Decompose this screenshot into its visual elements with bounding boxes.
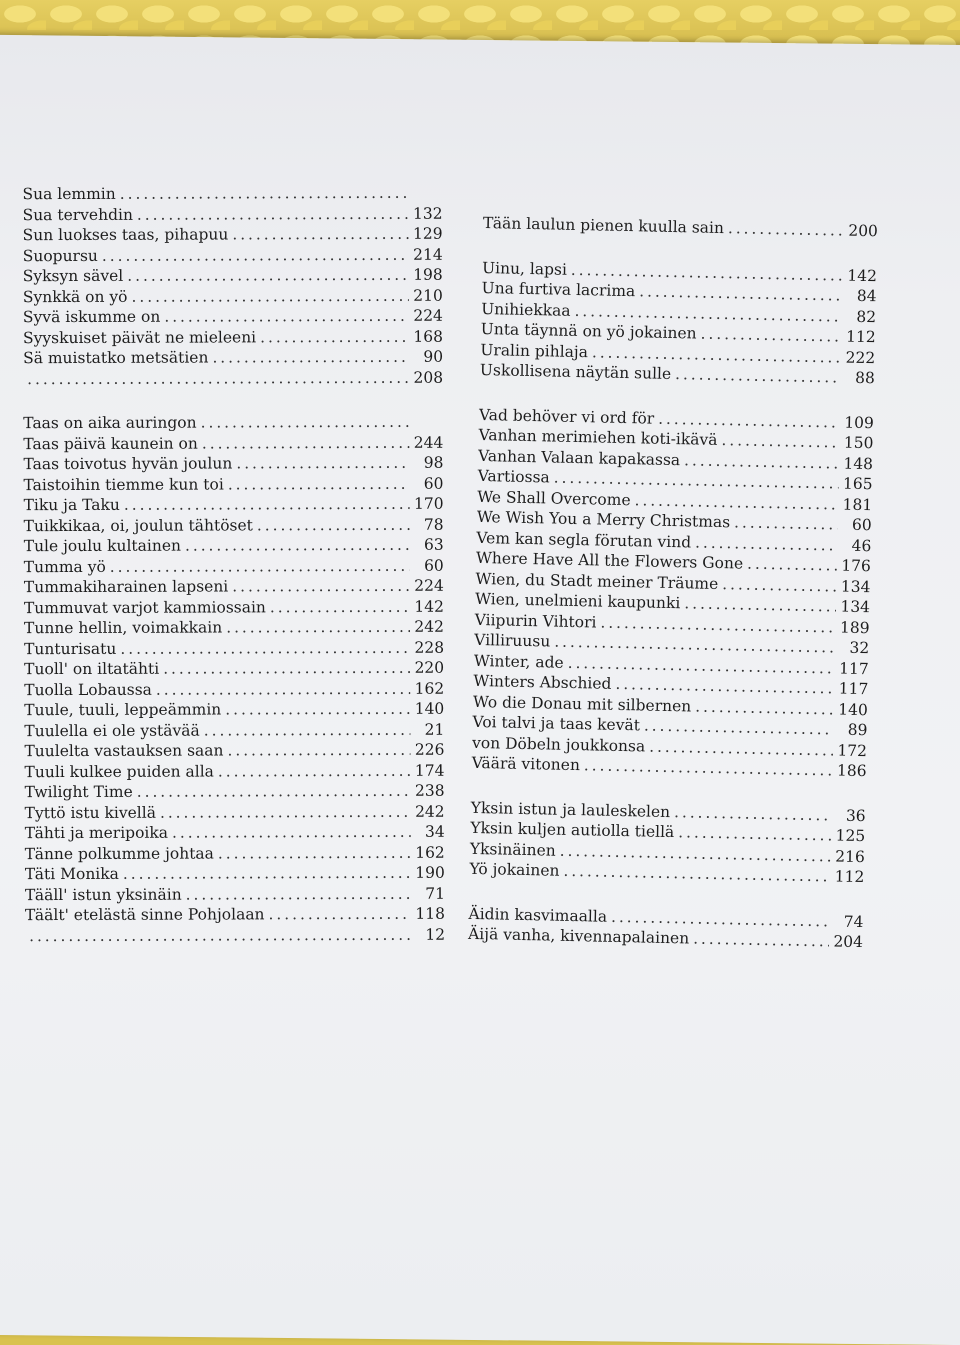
- entry-page-number: 226: [414, 741, 444, 759]
- entry-title: Unihiekkaa: [481, 299, 571, 319]
- entry-page-number: 189: [839, 618, 869, 637]
- entry-title: Villiruusu: [474, 631, 550, 651]
- leader-dots: [747, 555, 837, 575]
- entry-title: Sun luokses taas, pihapuu: [23, 225, 229, 244]
- entry-page-number: 168: [413, 327, 443, 345]
- index-entry: [24, 577, 444, 599]
- leader-dots: [186, 884, 411, 903]
- entry-page-number: 60: [413, 474, 443, 492]
- entry-title: Uinu, lapsi: [482, 258, 567, 278]
- entry-page-number: 134: [840, 577, 870, 596]
- leader-dots: [137, 204, 409, 223]
- index-entry: [24, 659, 444, 681]
- index-entry: [24, 761, 444, 783]
- leader-dots: [721, 431, 839, 451]
- leader-dots: [27, 368, 409, 387]
- leader-dots: [232, 225, 408, 244]
- index-entry: [25, 884, 445, 906]
- entry-title: Tuikkikaa, oi, joulun tähtöset: [24, 516, 253, 535]
- index-entry: [23, 454, 443, 476]
- leader-dots: [675, 365, 841, 386]
- entry-title: Vem kan segla förutan vind: [476, 528, 691, 550]
- leader-dots: [634, 491, 838, 513]
- leader-dots: [644, 716, 834, 738]
- entry-title: Tuuli kulkee puiden alla: [24, 762, 213, 781]
- entry-page-number: 112: [834, 867, 864, 886]
- entry-page-number: 88: [845, 369, 875, 388]
- entry-title: Tummakiharainen lapseni: [24, 577, 228, 596]
- leader-dots: [571, 260, 843, 284]
- index-entry: [23, 204, 443, 226]
- entry-title: Unta täynnä on yö jokainen: [481, 320, 697, 343]
- entry-page-number: 117: [839, 659, 869, 678]
- entry-page-number: 132: [413, 204, 443, 222]
- entry-title: Taas päivä kaunein on: [23, 434, 198, 453]
- index-entry: [23, 266, 443, 288]
- entry-title: Tummuvat varjot kammiossain: [24, 598, 266, 617]
- entry-page-number: 140: [838, 700, 868, 719]
- entry-title: Syksyn sävel: [23, 267, 124, 285]
- entry-title: Tään laulun pienen kuulla sain: [483, 214, 724, 237]
- index-entry: [24, 741, 444, 763]
- leader-dots: [131, 286, 408, 305]
- entry-title: Äijä vanha, kivennapalainen: [468, 925, 689, 948]
- leader-dots: [257, 515, 410, 534]
- leader-dots: [695, 697, 834, 718]
- entry-page-number: 71: [415, 884, 445, 902]
- entry-title: Where Have All the Flowers Gone: [476, 549, 744, 573]
- leader-dots: [218, 843, 411, 862]
- entry-page-number: 125: [835, 827, 865, 846]
- index-entry: [24, 556, 444, 578]
- entry-page-number: 220: [414, 659, 444, 677]
- entry-title: Suopursu: [23, 246, 98, 264]
- entry-page-number: 244: [413, 433, 443, 451]
- leader-dots: [236, 454, 409, 473]
- entry-title: Täti Monika: [25, 865, 119, 883]
- entry-title: Tunturisatu: [24, 639, 116, 657]
- leader-dots: [110, 556, 410, 575]
- entry-page-number: 224: [414, 577, 444, 595]
- entry-page-number: 170: [414, 495, 444, 513]
- index-entry: [25, 864, 445, 886]
- entry-title: Vanhan Valaan kapakassa: [478, 446, 680, 468]
- leader-dots: [29, 925, 411, 944]
- leader-dots: [218, 761, 411, 780]
- index-entry: [24, 720, 444, 742]
- leader-dots: [592, 343, 842, 366]
- entry-title: Täält' etelästä sinne Pohjolaan: [25, 905, 265, 924]
- entry-page-number: 176: [841, 557, 871, 576]
- entry-page-number: 165: [842, 475, 872, 494]
- leader-dots: [684, 594, 836, 615]
- entry-page-number: 90: [413, 348, 443, 366]
- entry-page-number: 224: [413, 307, 443, 325]
- entry-title: Äidin kasvimaalla: [468, 904, 607, 925]
- index-entry: [24, 597, 444, 619]
- index-group: [469, 798, 866, 888]
- entry-title: Uralin pihlaja: [480, 340, 588, 360]
- entry-page-number: 82: [846, 307, 876, 326]
- entry-title: von Döbeln joukkonsa: [472, 733, 645, 755]
- entry-page-number: 148: [843, 454, 873, 473]
- entry-title: Uskollisena näytän sulle: [480, 361, 672, 383]
- leader-dots: [225, 700, 410, 719]
- index-entry: [24, 515, 444, 537]
- index-entry: [23, 368, 443, 390]
- entry-page-number: 63: [414, 536, 444, 554]
- entry-title: Wien, du Stadt meiner Träume: [475, 569, 718, 592]
- leader-dots: [684, 451, 839, 472]
- entry-page-number: 186: [836, 762, 866, 781]
- entry-page-number: 84: [846, 287, 876, 306]
- index-column-left: [22, 184, 445, 971]
- index-entry: [23, 433, 443, 455]
- leader-dots: [226, 618, 410, 637]
- entry-page-number: 118: [415, 905, 445, 923]
- leader-dots: [584, 756, 833, 779]
- entry-page-number: 112: [846, 328, 876, 347]
- entry-title: Syyskuiset päivät ne mieleeni: [23, 328, 256, 347]
- entry-title: Voi talvi ja taas kevät: [472, 713, 640, 735]
- entry-title: Vanhan merimiehen koti-ikävä: [478, 426, 717, 449]
- entry-title: Yksinäinen: [470, 839, 556, 859]
- leader-dots: [228, 474, 410, 493]
- index-group: [471, 405, 874, 782]
- entry-title: Winter, ade: [474, 651, 564, 671]
- entry-title: Tuule, tuuli, leppeämmin: [24, 700, 221, 719]
- index-group: [22, 184, 443, 390]
- index-entry: [23, 413, 443, 435]
- entry-title: Sä muistatko metsätien: [23, 349, 208, 368]
- leader-dots: [120, 184, 409, 203]
- entry-title: Väärä vitonen: [471, 754, 580, 774]
- entry-page-number: 12: [415, 925, 445, 943]
- entry-page-number: 129: [413, 225, 443, 243]
- entry-title: Una furtiva lacrima: [481, 279, 635, 300]
- entry-page-number: 134: [840, 598, 870, 617]
- leader-dots: [123, 864, 411, 883]
- leader-dots: [160, 802, 411, 821]
- entry-title: Vad behöver vi ord för: [479, 405, 655, 427]
- entry-title: Tyttö istu kivellä: [25, 803, 156, 821]
- entry-title: Sua lemmin: [22, 185, 115, 203]
- leader-dots: [120, 638, 410, 657]
- entry-title: Taas toivotus hyvän joulun: [23, 454, 232, 473]
- index-entry: [25, 782, 445, 804]
- leader-dots: [674, 803, 832, 824]
- entry-title: Taistoihin tiemme kun toi: [23, 475, 223, 494]
- entry-title: Yö jokainen: [469, 860, 559, 880]
- entry-title: Syvä iskumme on: [23, 308, 160, 326]
- leader-dots: [201, 413, 410, 432]
- entry-title: Yksin istun ja lauleskelen: [471, 798, 671, 820]
- leader-dots: [658, 409, 840, 431]
- index-entry: [24, 638, 444, 660]
- entry-page-number: 109: [844, 413, 874, 432]
- entry-page-number: 208: [413, 368, 443, 386]
- entry-title: Tuoll' on iltatähti: [24, 660, 159, 678]
- leader-dots: [260, 327, 409, 346]
- entry-page-number: 140: [414, 700, 444, 718]
- index-entry: [25, 843, 445, 865]
- entry-page-number: 32: [839, 639, 869, 658]
- entry-page-number: 181: [842, 495, 872, 514]
- book-page: [0, 35, 960, 1345]
- leader-dots: [232, 577, 410, 596]
- leader-dots: [124, 495, 410, 514]
- entry-page-number: 60: [414, 556, 444, 574]
- leader-dots: [728, 219, 844, 239]
- index-entry: [23, 286, 443, 308]
- index-entry: [23, 245, 443, 267]
- index-entry: [24, 495, 444, 517]
- index-entry: [22, 184, 442, 206]
- entry-page-number: 214: [413, 245, 443, 263]
- entry-page-number: 142: [847, 266, 877, 285]
- entry-title: Tuolla Lobaussa: [24, 680, 152, 698]
- leader-dots: [611, 907, 830, 930]
- entry-page-number: 98: [413, 454, 443, 472]
- entry-title: Synkkä on yö: [23, 287, 128, 305]
- index-entry: [23, 348, 443, 370]
- entry-page-number: 74: [833, 912, 863, 931]
- leader-dots: [227, 741, 410, 760]
- entry-title: Tiku ja Taku: [24, 496, 120, 514]
- entry-title: Winters Abschied: [473, 672, 611, 693]
- leader-dots: [127, 266, 409, 285]
- entry-page-number: 117: [838, 680, 868, 699]
- entry-title: Tääll' istun yksinäin: [25, 885, 182, 904]
- index-group: [23, 413, 445, 947]
- entry-page-number: 238: [415, 782, 445, 800]
- entry-page-number: 142: [414, 597, 444, 615]
- entry-page-number: 78: [414, 515, 444, 533]
- leader-dots: [678, 823, 831, 844]
- entry-page-number: 162: [414, 679, 444, 697]
- entry-page-number: 21: [414, 720, 444, 738]
- index-entry: [25, 925, 445, 947]
- leader-dots: [649, 737, 833, 759]
- leader-dots: [700, 325, 841, 346]
- entry-title: Taas on aika auringon: [23, 414, 196, 433]
- entry-title: Twilight Time: [25, 783, 133, 801]
- leader-dots: [693, 930, 829, 951]
- index-entry: [25, 802, 445, 824]
- entry-title: Tähti ja meripoika: [25, 824, 168, 843]
- entry-title: Viipurin Vihtori: [474, 610, 596, 631]
- index-entry: [24, 618, 444, 640]
- entry-title: Yksin kuljen autiolla tiellä: [470, 819, 674, 841]
- entry-title: We Shall Overcome: [477, 487, 631, 508]
- leader-dots: [615, 675, 834, 698]
- entry-page-number: 242: [415, 802, 445, 820]
- entry-title: We Wish You a Merry Christmas: [477, 508, 731, 531]
- index-entry: [23, 225, 443, 247]
- entry-page-number: 89: [837, 721, 867, 740]
- leader-dots: [269, 905, 412, 923]
- entry-title: Wo die Donau mit silbernen: [473, 692, 692, 715]
- leader-dots: [734, 513, 838, 533]
- entry-page-number: 46: [841, 536, 871, 555]
- leader-dots: [102, 245, 409, 264]
- index-entry: [24, 679, 444, 701]
- entry-title: Sua tervehdin: [23, 205, 133, 223]
- index-entry: [23, 307, 443, 329]
- leader-dots: [137, 782, 411, 801]
- entry-title: Vartiossa: [478, 467, 550, 487]
- entry-page-number: 198: [413, 266, 443, 284]
- index-group: [480, 258, 877, 389]
- index-entry: [24, 700, 444, 722]
- leader-dots: [172, 823, 411, 842]
- entry-page-number: 210: [413, 286, 443, 304]
- entry-title: Tule joulu kultainen: [24, 537, 181, 556]
- index-column-right: [467, 214, 878, 978]
- entry-page-number: 200: [848, 222, 878, 241]
- leader-dots: [722, 575, 837, 595]
- entry-page-number: 36: [835, 806, 865, 825]
- leader-dots: [695, 533, 838, 554]
- index-entry: [23, 327, 443, 349]
- entry-title: Tänne polkumme johtaa: [25, 844, 214, 863]
- leader-dots: [202, 433, 410, 452]
- leader-dots: [600, 613, 836, 636]
- index-entry: [24, 536, 444, 558]
- leader-dots: [639, 282, 843, 304]
- index-group: [483, 214, 878, 243]
- entry-page-number: 34: [415, 823, 445, 841]
- entry-title: Tunne hellin, voimakkain: [24, 618, 222, 637]
- leader-dots: [156, 679, 410, 698]
- entry-title: Tumma yö: [24, 557, 106, 575]
- index-entry: [25, 905, 445, 927]
- entry-page-number: 216: [835, 847, 865, 866]
- leader-dots: [204, 720, 411, 739]
- entry-title: Tuulella ei ole ystävää: [24, 721, 199, 740]
- entry-page-number: 172: [837, 741, 867, 760]
- entry-page-number: 242: [414, 618, 444, 636]
- entry-page-number: 222: [845, 348, 875, 367]
- entry-page-number: 60: [842, 516, 872, 535]
- entry-page-number: 150: [843, 434, 873, 453]
- leader-dots: [163, 659, 410, 678]
- entry-page-number: 204: [833, 932, 863, 951]
- entry-page-number: 228: [414, 638, 444, 656]
- index-entry: [483, 214, 878, 243]
- entry-page-number: 190: [415, 864, 445, 882]
- entry-page-number: 162: [415, 843, 445, 861]
- entry-title: Tuulelta vastauksen saan: [24, 741, 223, 760]
- leader-dots: [270, 597, 410, 615]
- entry-page-number: 174: [414, 761, 444, 779]
- index-entry: [25, 823, 445, 845]
- leader-dots: [164, 307, 409, 326]
- leader-dots: [185, 536, 410, 555]
- leader-dots: [212, 348, 409, 367]
- index-entry: [23, 474, 443, 496]
- index-group: [468, 904, 864, 953]
- entry-title: Wien, unelmieni kaupunki: [475, 590, 681, 612]
